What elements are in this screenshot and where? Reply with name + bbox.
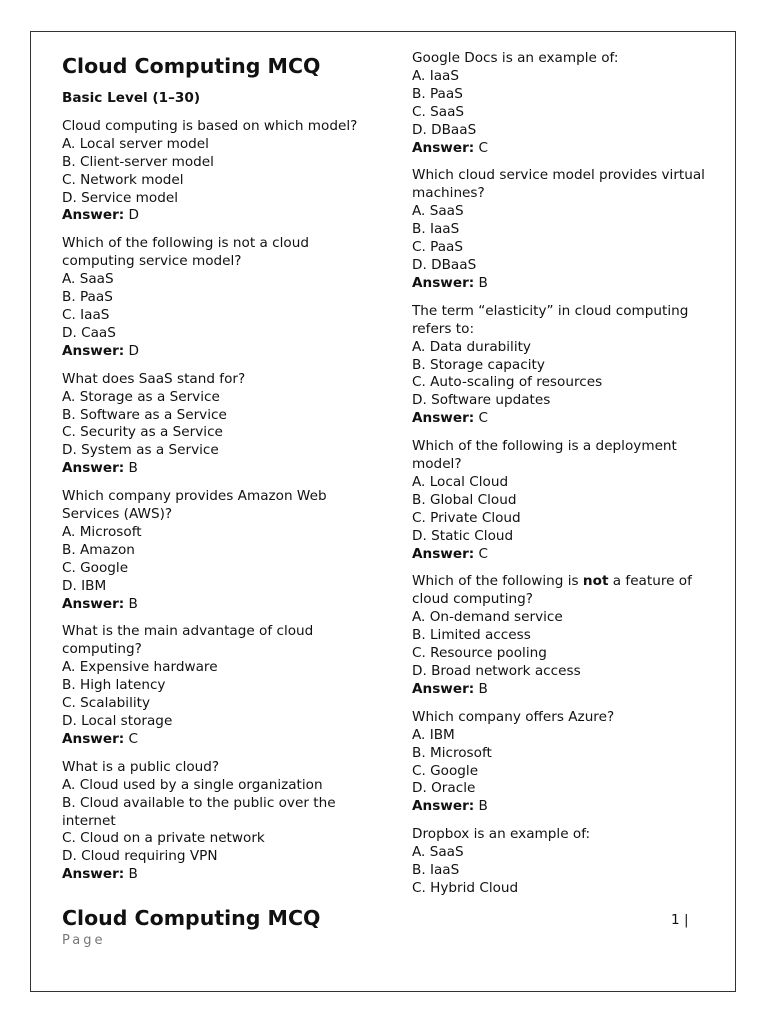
question-text-start: Dropbox is an example of: — [412, 826, 591, 843]
answer-option: B. Global Cloud — [412, 491, 517, 508]
answer-option: C. SaaS — [412, 103, 465, 120]
question-block — [412, 167, 720, 292]
answer-line — [62, 866, 382, 884]
question-text-start: Google Docs is an example of: — [412, 50, 619, 66]
question-block — [62, 488, 382, 613]
answer-value: B — [128, 595, 138, 612]
answer-option: D. Static Cloud — [412, 527, 514, 544]
question-block — [62, 759, 382, 884]
question-block — [62, 118, 382, 225]
answer-label: Answer: — [62, 730, 125, 747]
question-text: What does SaaS stand for? — [62, 370, 246, 387]
footer-page-number: 1 | — [671, 912, 689, 928]
question-text: Which of the following is not a cloud computing service model? — [62, 235, 309, 270]
answer-value: B — [478, 680, 488, 697]
answer-option: D. Cloud requiring VPN — [62, 848, 218, 865]
question-text-start: Which of the following is — [412, 573, 583, 590]
answer-option: C. PaaS — [412, 239, 464, 256]
answer-line — [412, 681, 720, 699]
answer-option: B. Software as a Service — [62, 406, 227, 423]
answer-option: B. PaaS — [62, 289, 113, 306]
answer-option: D. System as a Service — [62, 442, 219, 459]
answer-line — [412, 275, 720, 293]
answer-line — [62, 343, 382, 361]
answer-option: C. Google — [62, 559, 129, 576]
question-text — [412, 826, 720, 844]
answer-option: D. DBaaS — [412, 256, 477, 273]
answer-option: B. High latency — [62, 677, 166, 694]
footer-title: Cloud Computing MCQ — [62, 906, 321, 930]
answer-value: C — [128, 730, 139, 747]
section-title: Basic Level (1–30) — [62, 90, 201, 106]
question-text — [412, 438, 720, 474]
question-text — [412, 167, 720, 203]
answer-option: B. Client-server model — [62, 153, 214, 170]
answer-option: A. Data durability — [412, 338, 531, 355]
question-text-end: a feature of cloud computing? — [412, 573, 692, 608]
answer-label: Answer: — [412, 410, 475, 427]
answer-label: Answer: — [62, 342, 125, 359]
question-text-start: Which company offers Azure? — [412, 708, 615, 725]
answer-option: D. IBM — [62, 577, 107, 594]
answer-option: B. Amazon — [62, 541, 135, 558]
answer-option: C. IaaS — [62, 306, 110, 323]
question-text — [412, 50, 720, 68]
answer-option: B. Limited access — [412, 627, 531, 644]
question-text — [412, 303, 720, 339]
right-question-list — [412, 50, 720, 898]
answer-option: A. Expensive hardware — [62, 659, 218, 676]
answer-option: B. Cloud available to the public over the internet — [62, 794, 336, 829]
answer-option: B. PaaS — [412, 85, 463, 102]
answer-line — [62, 731, 382, 749]
answer-label: Answer: — [62, 866, 125, 883]
question-text — [412, 709, 720, 727]
answer-option: A. SaaS — [412, 203, 464, 220]
answer-option: A. Local server model — [62, 135, 209, 152]
answer-label: Answer: — [412, 680, 475, 697]
answer-option: D. Oracle — [412, 780, 476, 797]
answer-option: C. Scalability — [62, 695, 151, 712]
question-block — [412, 50, 720, 157]
question-block — [412, 438, 720, 563]
answer-label: Answer: — [62, 460, 125, 477]
question-text — [412, 573, 720, 609]
answer-label: Answer: — [62, 207, 125, 224]
answer-label: Answer: — [62, 595, 125, 612]
question-text-emphasis: not — [582, 573, 609, 590]
answer-option: A. IaaS — [412, 67, 460, 84]
answer-option: C. Auto-scaling of resources — [412, 374, 603, 391]
question-block — [412, 709, 720, 816]
answer-option: A. SaaS — [62, 271, 114, 288]
answer-option: C. Network model — [62, 171, 184, 188]
right-column — [412, 50, 720, 908]
answer-option: D. Service model — [62, 189, 178, 206]
question-block — [412, 573, 720, 698]
answer-line — [62, 596, 382, 614]
answer-option: D. Local storage — [62, 713, 173, 729]
answer-option: D. Broad network access — [412, 663, 581, 679]
answer-label: Answer: — [412, 139, 475, 156]
answer-value: C — [478, 545, 489, 562]
left-column — [62, 50, 382, 894]
answer-value: B — [478, 798, 488, 815]
answer-label: Answer: — [412, 798, 475, 815]
document-title: Cloud Computing MCQ — [62, 54, 321, 78]
question-block — [62, 371, 382, 478]
answer-option: A. Cloud used by a single organization — [62, 776, 323, 793]
answer-option: C. Security as a Service — [62, 424, 223, 441]
answer-value: B — [128, 866, 138, 883]
answer-option: C. Resource pooling — [412, 645, 547, 662]
answer-option: B. Storage capacity — [412, 356, 545, 373]
question-text: What is a public cloud? — [62, 758, 220, 775]
answer-option: B. IaaS — [412, 862, 460, 879]
left-question-list — [62, 118, 382, 884]
answer-option: C. Hybrid Cloud — [412, 879, 519, 896]
answer-line — [62, 460, 382, 478]
answer-option: A. IBM — [412, 726, 455, 743]
answer-option: A. Microsoft — [62, 523, 142, 540]
answer-option: B. IaaS — [412, 221, 460, 238]
question-text-start: The term “elasticity” in cloud computing refers to: — [412, 302, 689, 337]
answer-value: C — [478, 139, 489, 156]
answer-value: B — [128, 460, 138, 477]
footer-page-label: Page — [62, 933, 106, 948]
question-text: Cloud computing is based on which model? — [62, 117, 358, 134]
answer-option: D. Software updates — [412, 392, 551, 409]
answer-option: D. CaaS — [62, 324, 116, 341]
answer-value: D — [128, 207, 140, 224]
question-text: Which company provides Amazon Web Services (AWS)? — [62, 488, 327, 523]
answer-value: B — [478, 274, 488, 291]
answer-option: B. Microsoft — [412, 744, 492, 761]
answer-line — [412, 140, 720, 158]
question-block — [412, 303, 720, 428]
question-text: What is the main advantage of cloud computing? — [62, 623, 314, 658]
question-block — [62, 235, 382, 360]
question-text-start: Which of the following is a deployment model? — [412, 438, 677, 473]
answer-label: Answer: — [412, 274, 475, 291]
question-text-start: Which cloud service model provides virtual machines? — [412, 167, 705, 202]
answer-option: A. SaaS — [412, 844, 464, 861]
answer-option: C. Google — [412, 762, 479, 779]
answer-line — [412, 798, 720, 816]
answer-option: C. Private Cloud — [412, 509, 521, 526]
question-block — [412, 826, 720, 898]
answer-option: C. Cloud on a private network — [62, 830, 265, 847]
answer-option: A. Local Cloud — [412, 473, 509, 490]
answer-label: Answer: — [412, 545, 475, 562]
answer-line — [412, 410, 720, 428]
answer-option: D. DBaaS — [412, 121, 477, 138]
answer-option: A. On-demand service — [412, 609, 563, 626]
question-block — [62, 623, 382, 748]
answer-line — [412, 546, 720, 564]
answer-value: C — [478, 410, 489, 427]
answer-value: D — [128, 342, 140, 359]
answer-line — [62, 207, 382, 225]
answer-option: A. Storage as a Service — [62, 388, 220, 405]
